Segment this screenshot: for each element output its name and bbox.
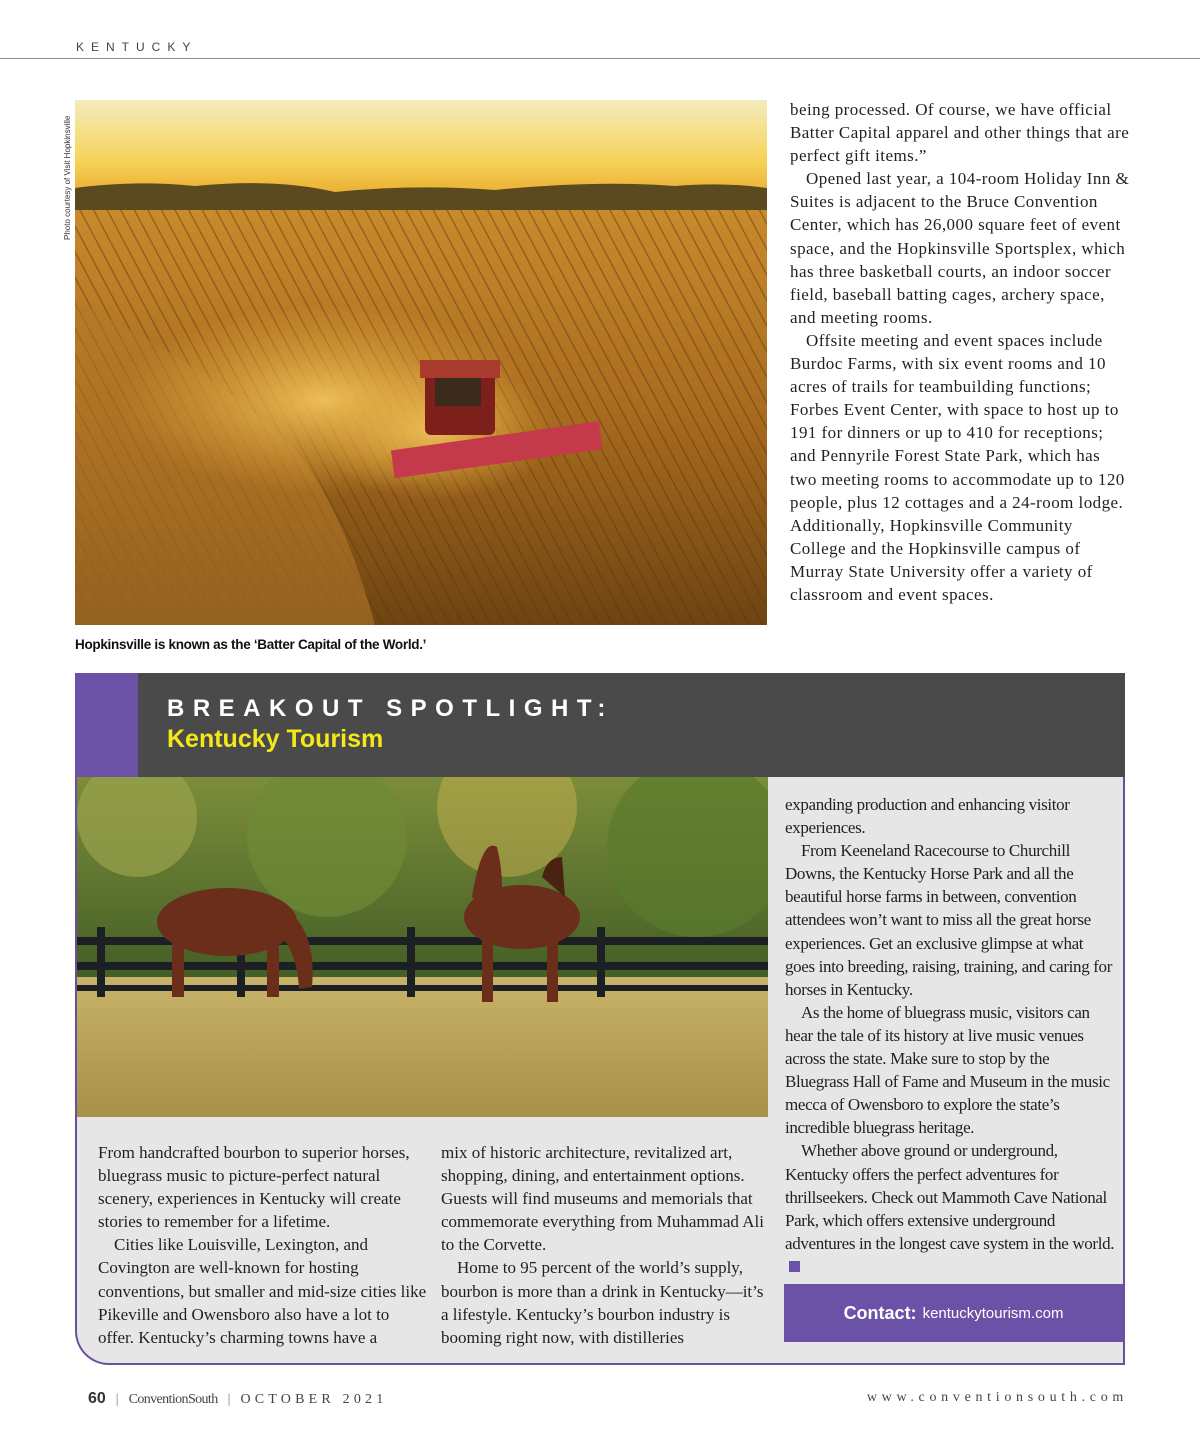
- breakout-paragraph: From handcrafted bourbon to superior horses, bluegrass music to picture-perfect natural scenery, experiences in Kentucky will create stories to remember for a lifetime.: [98, 1143, 410, 1232]
- breakout-paragraph: Whether above ground or underground, Kentucky offers the perfect adventures for thrillseekers. Check out Mammoth Cave National Park, which offers extensive underground adventures in the longest cave system in the world.: [785, 1141, 1115, 1253]
- breakout-paragraph: As the home of bluegrass music, visitors can hear the tale of its history at live music venues across the state. Make sure to stop by the Bluegrass Hall of Fame and Museum in the music mecca of Owensboro to explore the state’s incredible bluegrass heritage.: [785, 1002, 1110, 1138]
- article-paragraph: Opened last year, a 104-room Holiday Inn & Suites is adjacent to the Bruce Convention Center, which has 26,000 square feet of event space, and the Hopkinsville Sportsplex, which has three basketball courts, an indoor soccer field, baseball batting cages, archery space, and meeting rooms.: [790, 169, 1130, 327]
- footer-separator: |: [115, 1392, 119, 1407]
- contact-bar: [784, 1284, 1123, 1342]
- breakout-heading: BREAKOUT SPOTLIGHT:: [167, 695, 614, 722]
- contact-label: Contact:: [843, 1302, 917, 1323]
- footer-left: [88, 1390, 387, 1408]
- breakout-column-2: [441, 1141, 771, 1349]
- breakout-accent-block: [75, 673, 138, 777]
- breakout-paragraph: From Keeneland Racecourse to Churchill Downs, the Kentucky Horse Park and all the beautiful horse farms in between, convention attendees won’t want to miss all the great horse experiences. Get an exclusive glimpse at what goes into breeding, raising, training, and caring for horses in Kentucky.: [785, 841, 1113, 999]
- breakout-paragraph: expanding production and enhancing visitor experiences.: [785, 795, 1070, 838]
- magazine-name: ConventionSouth: [128, 1392, 218, 1407]
- article-paragraph: Offsite meeting and event spaces include Burdoc Farms, with six event rooms and 10 acres of trails for teambuilding functions; Forbes Event Center, with space to host up to 191 for dinners or up to 410 for receptions; and Pennyrile Forest State Park, which has two meeting rooms to accommodate up to 120 people, plus 12 cottages and a 24-room lodge. Additionally, Hopkinsville Community College and the Hopkinsville campus of Murray State University offer a variety of classroom and event spaces.: [790, 330, 1125, 604]
- article-column-right: [790, 98, 1130, 606]
- article-paragraph: being processed. Of course, we have official Batter Capital apparel and other things that are perfect gift items.”: [790, 100, 1130, 166]
- section-label: KENTUCKY: [76, 40, 198, 54]
- footer-website[interactable]: www.conventionsouth.com: [866, 1390, 1128, 1405]
- horse-photo: [77, 777, 768, 1117]
- photo-credit: Photo courtesy of Visit Hopkinsville: [63, 115, 72, 240]
- breakout-paragraph: mix of historic architecture, revitalized art, shopping, dining, and entertainment options. Guests will find museums and memorials that commemorate everything from Muhammad Ali to the Corvette.: [441, 1143, 764, 1255]
- page-number: 60: [88, 1390, 106, 1407]
- photo-caption: Hopkinsville is known as the ‘Batter Capital of the World.’: [75, 637, 427, 652]
- header-rule: [0, 58, 1200, 59]
- breakout-column-1: [98, 1141, 428, 1349]
- breakout-subheading: Kentucky Tourism: [167, 725, 384, 753]
- breakout-column-3: [785, 793, 1115, 1278]
- breakout-paragraph: Cities like Louisville, Lexington, and Covington are well-known for hosting conventions, but smaller and mid-size cities like Pikeville and Owensboro also have a lot to offer. Kentucky’s charming towns have a: [98, 1235, 427, 1347]
- harvest-photo: [75, 100, 767, 625]
- issue-date: OCTOBER 2021: [240, 1392, 388, 1407]
- breakout-paragraph: Home to 95 percent of the world’s supply, bourbon is more than a drink in Kentucky—it’s a lifestyle. Kentucky’s bourbon industry is booming right now, with distilleries: [441, 1258, 764, 1347]
- end-mark-icon: [789, 1261, 800, 1272]
- footer-separator: |: [227, 1392, 231, 1407]
- contact-link[interactable]: kentuckytourism.com: [922, 1304, 1064, 1322]
